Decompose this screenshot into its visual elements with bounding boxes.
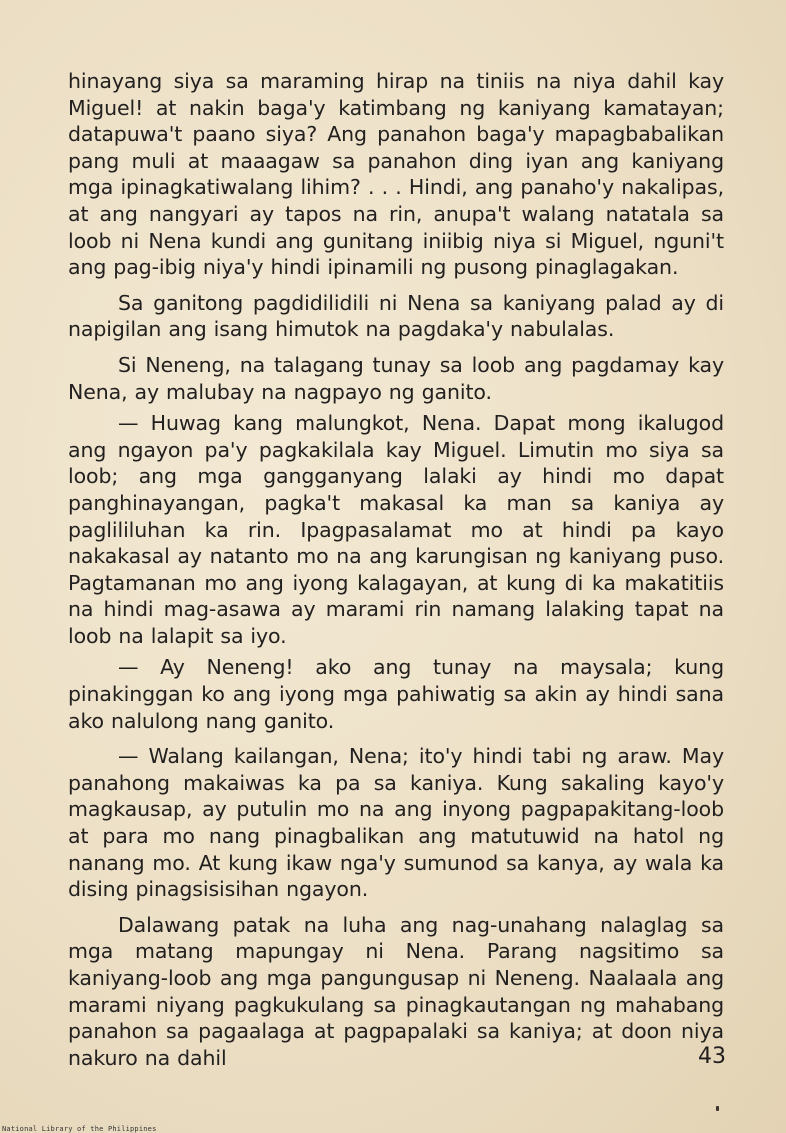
page-number: 43 <box>698 1044 726 1069</box>
paragraph-5: — Ay Neneng! ako ang tunay na maysala; kung pinakinggan ko ang iyong mga pahiwatig sa akin ay hindi sana ako nalulong nang ganito. <box>68 655 724 733</box>
ink-speck <box>716 1106 719 1111</box>
paragraph-1: hinayang siya sa maraming hirap na tiniis na niya dahil kay Miguel! at nakin baga'y katimbang ng kaniyang kamatayan; datapuwa't paano siya? Ang panahon baga'y mapagbabalikan pang muli at maaagaw sa panahon ding iyan ang kaniyang mga ipinagkatiwalang lihim? . . . Hindi, ang panaho'y nakalipas, at ang nangyari ay tapos na rin, anupa't walang natatala sa loob ni Nena kundi ang gunitang iniibig niya si Miguel, nguni't ang pag-ibig niya'y hindi ipinamili ng pusong pinaglagakan. <box>68 69 724 280</box>
paragraph-2: Sa ganitong pagdidilidili ni Nena sa kaniyang palad ay di napigilan ang isang himutok na pagdaka'y nabulalas. <box>68 290 724 342</box>
paragraph-7: Dalawang patak na luha ang nag-unahang nalaglag sa mga matang mapungay ni Nena. Parang nagsitimo sa kaniyang-loob ang mga pangungusap ni Neneng. Naalaala ang marami niyang pagkukulang sa pinagkautangan ng mahabang panahon sa pagaalaga at pagpapalaki sa kaniya; at doon niya nakuro na dahil <box>68 912 724 1070</box>
paragraph-4: — Huwag kang malungkot, Nena. Dapat mong ikalugod ang ngayon pa'y pagkakilala kay Miguel. Limutin mo siya sa loob; ang mga gangganyang lalaki ay hindi mo dapat panghinayangan, pagka't makasal ka man sa kaniya ay paglililuhan ka rin. Ipagpasalamat mo at hindi pa kayo nakakasal ay natanto mo na ang karungisan ng kaniyang puso. Pagtamanan mo ang iyong kalagayan, at kung di ka makatitiis na hindi mag-asawa ay marami rin namang lalaking tapat na loob na lalapit sa iyo. <box>68 411 724 648</box>
paragraph-3: Si Neneng, na talagang tunay sa loob ang pagdamay kay Nena, ay malubay na nagpayo ng ganito. <box>68 352 724 404</box>
paragraph-6: — Walang kailangan, Nena; ito'y hindi tabi ng araw. May panahong makaiwas ka pa sa kaniya. Kung sakaling kayo'y magkausap, ay putulin mo na ang inyong pagpapakitang-loob at para mo nang pinagbalikan ang matutuwid na hatol ng nanang mo. At kung ikaw nga'y sumunod sa kanya, ay wala ka dising pinagsisisihan ngayon. <box>68 744 724 902</box>
library-footer: National Library of the Philippines <box>2 1125 157 1133</box>
body-text <box>68 68 724 1071</box>
